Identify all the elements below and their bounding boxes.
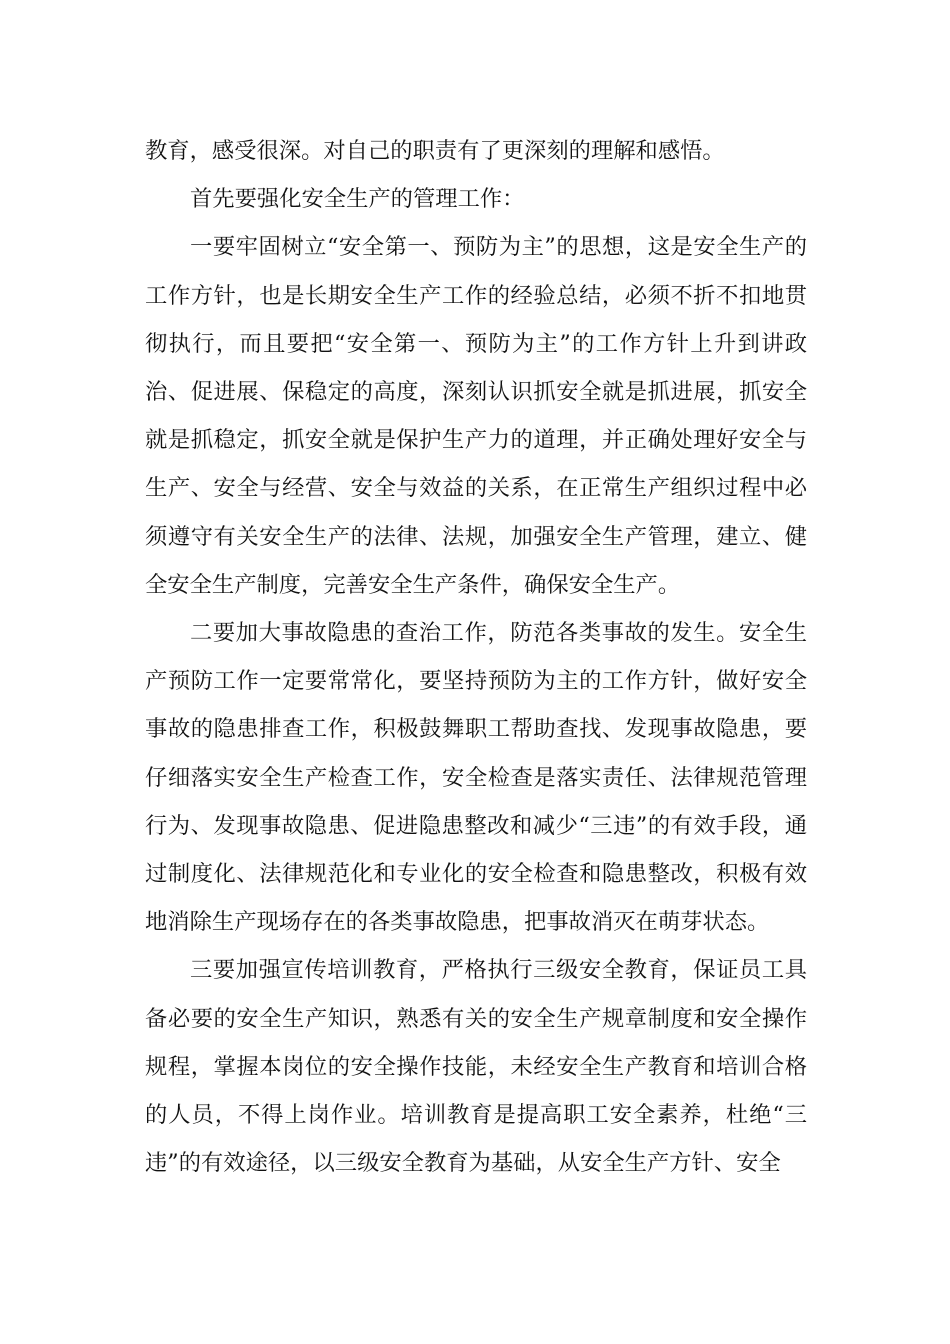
paragraph-point-one: 一要牢固树立“安全第一、预防为主”的思想，这是安全生产的工作方针，也是长期安全生产工作的经验总结，必须不折不扣地贯彻执行，而且要把“安全第一、预防为主”的工作方针上升到讲政治、促进展、保稳定的高度，深刻认识抓安全就是抓进展，抓安全就是抓稳定，抓安全就是保护生产力的道理，并正确处理好安全与生产、安全与经营、安全与效益的关系，在正常生产组织过程中必须遵守有关安全生产的法律、法规，加强安全生产管理，建立、健全安全生产制度，完善安全生产条件，确保安全生产。	[145, 234, 807, 598]
paragraph-intro: 首先要强化安全生产的管理工作：	[190, 186, 525, 213]
paragraph-point-two: 二要加大事故隐患的查治工作，防范各类事故的发生。安全生产预防工作一定要常常化，要坚持预防为主的工作方针，做好安全事故的隐患排查工作，积极鼓舞职工帮助查找、发现事故隐患，要仔细落实安全生产检查工作，安全检查是落实责任、法律规范管理行为、发现事故隐患、促进隐患整改和减少“三违”的有效手段，通过制度化、法律规范化和专业化的安全检查和隐患整改，积极有效地消除生产现场存在的各类事故隐患，把事故消灭在萌芽状态。	[145, 620, 807, 936]
paragraph-continuation: 教育，感受很深。对自己的职责有了更深刻的理解和感悟。	[145, 138, 725, 164]
document-page	[145, 127, 807, 1187]
paragraph-point-three: 三要加强宣传培训教育，严格执行三级安全教育，保证员工具备必要的安全生产知识，熟悉有关的安全生产规章制度和安全操作规程，掌握本岗位的安全操作技能，未经安全生产教育和培训合格的人员，不得上岗作业。培训教育是提高职工安全素养，杜绝“三违”的有效途径，以三级安全教育为基础，从安全生产方针、安全	[145, 957, 807, 1177]
